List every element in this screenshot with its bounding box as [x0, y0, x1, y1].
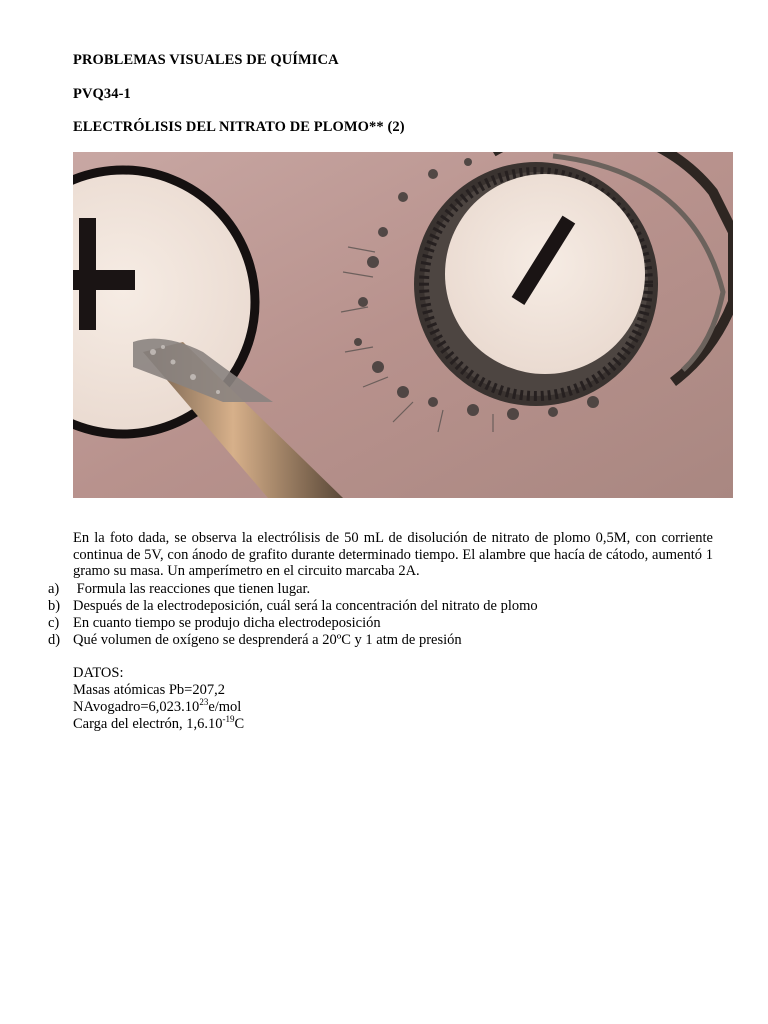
question-c	[48, 615, 381, 632]
question-text: Qué volumen de oxígeno se desprenderá a 20ºC y 1 atm de presión	[73, 632, 462, 648]
question-a	[48, 581, 310, 598]
electrolysis-photo	[73, 152, 733, 498]
question-text: Después de la electrodeposición, cuál será la concentración del nitrato de plomo	[73, 598, 538, 614]
avogadro-unit: e/mol	[208, 699, 242, 715]
document-title: PROBLEMAS VISUALES DE QUÍMICA	[73, 52, 339, 68]
question-b	[48, 598, 538, 615]
cathode-disc	[414, 162, 658, 406]
avogadro-base: NAvogadro=6,023.10	[73, 699, 200, 715]
datos-masas: Masas atómicas Pb=207,2	[73, 682, 225, 698]
datos-carga	[73, 716, 244, 733]
avogadro-exponent: 23	[199, 697, 209, 707]
problem-subtitle: ELECTRÓLISIS DEL NITRATO DE PLOMO** (2)	[73, 119, 405, 135]
intro-paragraph: En la foto dada, se observa la electrólisis de 50 mL de disolución de nitrato de plomo 0,5M, con corriente continua de 5V, con ánodo de grafito durante determinado tiempo. El alambre que hacía de cátodo, aumentó 1 gramo su masa. Un amperímetro en el circuito marcaba 2A.	[73, 530, 713, 580]
datos-avogadro	[73, 699, 241, 716]
question-d	[48, 632, 462, 649]
question-letter: a)	[48, 581, 60, 597]
carga-unit: C	[234, 716, 245, 732]
carga-base: Carga del electrón, 1,6.10	[73, 716, 223, 732]
question-text: En cuanto tiempo se produjo dicha electrodeposición	[73, 615, 381, 631]
question-text: Formula las reacciones que tienen lugar.	[73, 581, 311, 597]
question-letter: d)	[48, 632, 61, 648]
problem-code: PVQ34-1	[73, 86, 131, 102]
question-letter: b)	[48, 598, 61, 614]
datos-label: DATOS:	[73, 665, 124, 681]
question-letter: c)	[48, 615, 60, 631]
carga-exponent: -19	[222, 714, 235, 724]
